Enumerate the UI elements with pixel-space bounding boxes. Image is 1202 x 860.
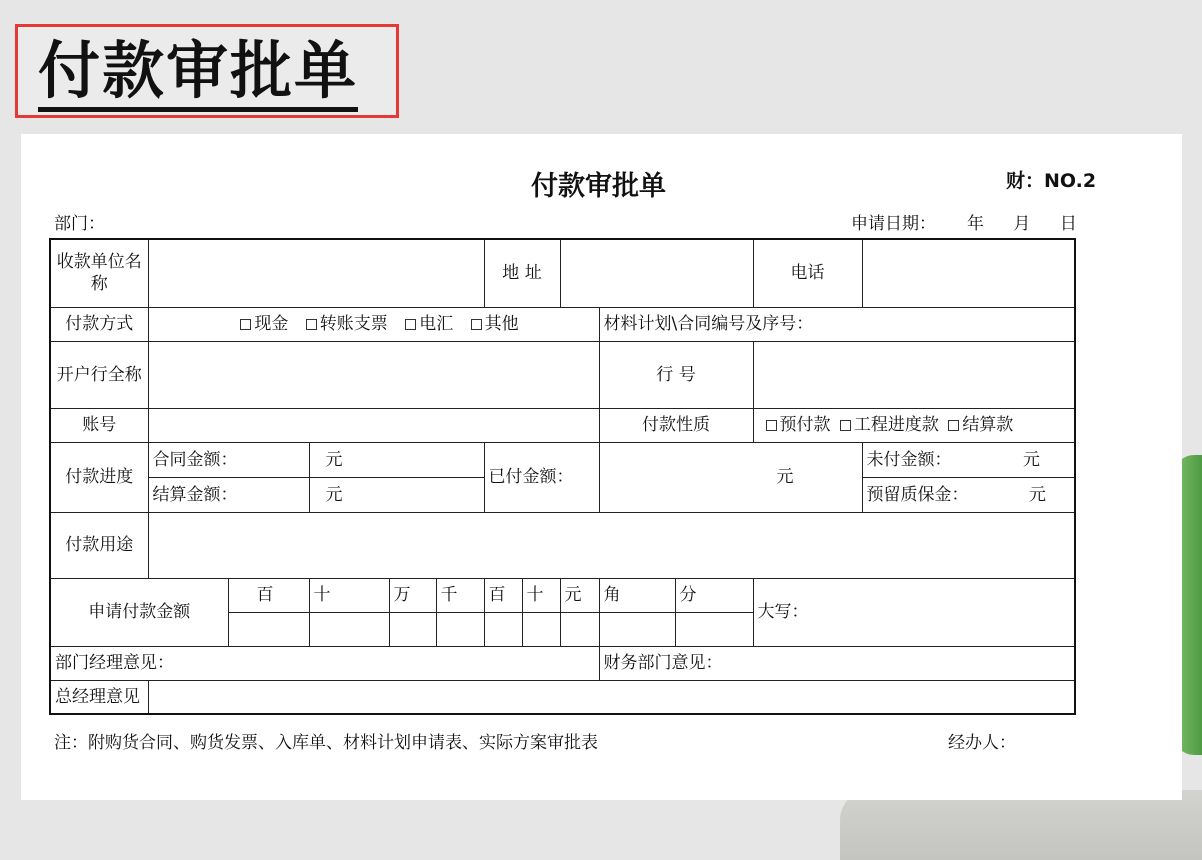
digit-unit-yuan: 元 [560, 578, 599, 612]
checkbox-cash[interactable] [240, 319, 251, 330]
digit-cell[interactable] [599, 612, 675, 646]
option-transfer-check: 转账支票 [319, 314, 388, 334]
address-field[interactable] [560, 239, 753, 307]
option-wire: 电汇 [419, 314, 454, 334]
pay-method-options [148, 307, 599, 341]
unpaid-amount-unit: 元 [1023, 449, 1040, 470]
digit-unit-fen: 分 [675, 578, 753, 612]
date-day: 日 [1059, 214, 1077, 234]
dept-manager-opinion-label: 部门经理意见： [50, 646, 599, 680]
option-prepayment: 预付款 [779, 415, 831, 435]
retention-amount-unit: 元 [1029, 484, 1046, 505]
payment-approval-form [21, 134, 1182, 800]
capital-amount-label: 大写： [753, 578, 1075, 646]
checkbox-progress-payment[interactable] [840, 420, 851, 431]
checkbox-settlement[interactable] [948, 420, 959, 431]
digit-unit-ten-thousand: 万 [389, 578, 436, 612]
settle-amount-unit: 元 [309, 477, 484, 512]
gm-opinion-field[interactable] [148, 680, 1075, 714]
contract-amount-unit: 元 [309, 442, 484, 477]
bank-name-field[interactable] [148, 341, 599, 408]
header-title: 付款审批单 [38, 35, 358, 112]
form-number: 财：NO.2 [1006, 170, 1097, 192]
digit-unit-jiao: 角 [599, 578, 675, 612]
digit-unit-ten-million: 十 [309, 578, 389, 612]
gm-opinion-label: 总经理意见 [50, 680, 148, 714]
decorative-plant-pot [840, 790, 1202, 860]
account-field[interactable] [148, 408, 599, 442]
option-other: 其他 [484, 314, 519, 334]
phone-field[interactable] [862, 239, 1075, 307]
digit-cell[interactable] [389, 612, 436, 646]
pay-nature-label: 付款性质 [599, 408, 753, 442]
digit-cell[interactable] [484, 612, 522, 646]
digit-cell[interactable] [560, 612, 599, 646]
checkbox-other[interactable] [471, 319, 482, 330]
retention-amount-label: 预留质保金： [866, 484, 969, 505]
checkbox-wire[interactable] [405, 319, 416, 330]
retention-amount [862, 477, 1075, 512]
checkbox-transfer-check[interactable] [306, 319, 317, 330]
department-label: 部门： [54, 214, 105, 234]
digit-cell[interactable] [675, 612, 753, 646]
option-cash: 现金 [254, 314, 289, 334]
unpaid-amount-label: 未付金额： [866, 449, 952, 470]
digit-unit-hundred: 百 [484, 578, 522, 612]
digit-cell[interactable] [522, 612, 560, 646]
phone-label: 电话 [753, 239, 862, 307]
date-parts [967, 209, 1091, 234]
pay-nature-options [753, 408, 1075, 442]
digit-cell[interactable] [309, 612, 389, 646]
bank-number-field[interactable] [753, 341, 1075, 408]
date-label: 申请日期： [851, 214, 936, 234]
attachment-note: 注：附购货合同、购货发票、入库单、材料计划申请表、实际方案审批表 [54, 733, 598, 753]
purpose-field[interactable] [148, 512, 1075, 578]
bank-name-label: 开户行全称 [50, 341, 148, 408]
bank-number-label: 行 号 [599, 341, 753, 408]
digit-cell[interactable] [228, 612, 309, 646]
contract-number-label: 材料计划\合同编号及序号： [599, 307, 1075, 341]
pay-method-label: 付款方式 [50, 307, 148, 341]
checkbox-prepayment[interactable] [766, 420, 777, 431]
unpaid-amount [862, 442, 1075, 477]
amount-label: 申请付款金额 [50, 578, 228, 646]
digit-unit-hundred-million: 百 [228, 578, 309, 612]
option-settlement: 结算款 [962, 415, 1014, 435]
settle-amount-label: 结算金额： [148, 477, 309, 512]
option-progress-payment: 工程进度款 [853, 415, 939, 435]
digit-unit-thousand: 千 [436, 578, 484, 612]
digit-cell[interactable] [436, 612, 484, 646]
form-title: 付款审批单 [531, 171, 666, 202]
header-title-box [15, 24, 399, 118]
address-label: 地 址 [484, 239, 560, 307]
payee-label: 收款单位名称 [50, 239, 148, 307]
payee-field[interactable] [148, 239, 484, 307]
paid-amount-unit: 元 [599, 442, 862, 512]
paid-amount-label: 已付金额： [484, 442, 599, 512]
progress-label: 付款进度 [50, 442, 148, 512]
contract-amount-label: 合同金额： [148, 442, 309, 477]
form-grid [49, 238, 1076, 715]
handler-label: 经办人： [948, 733, 1016, 753]
purpose-label: 付款用途 [50, 512, 148, 578]
digit-unit-ten: 十 [522, 578, 560, 612]
account-label: 账号 [50, 408, 148, 442]
date-month: 月 [1013, 214, 1031, 234]
finance-opinion-label: 财务部门意见： [599, 646, 1075, 680]
date-year: 年 [967, 214, 984, 234]
